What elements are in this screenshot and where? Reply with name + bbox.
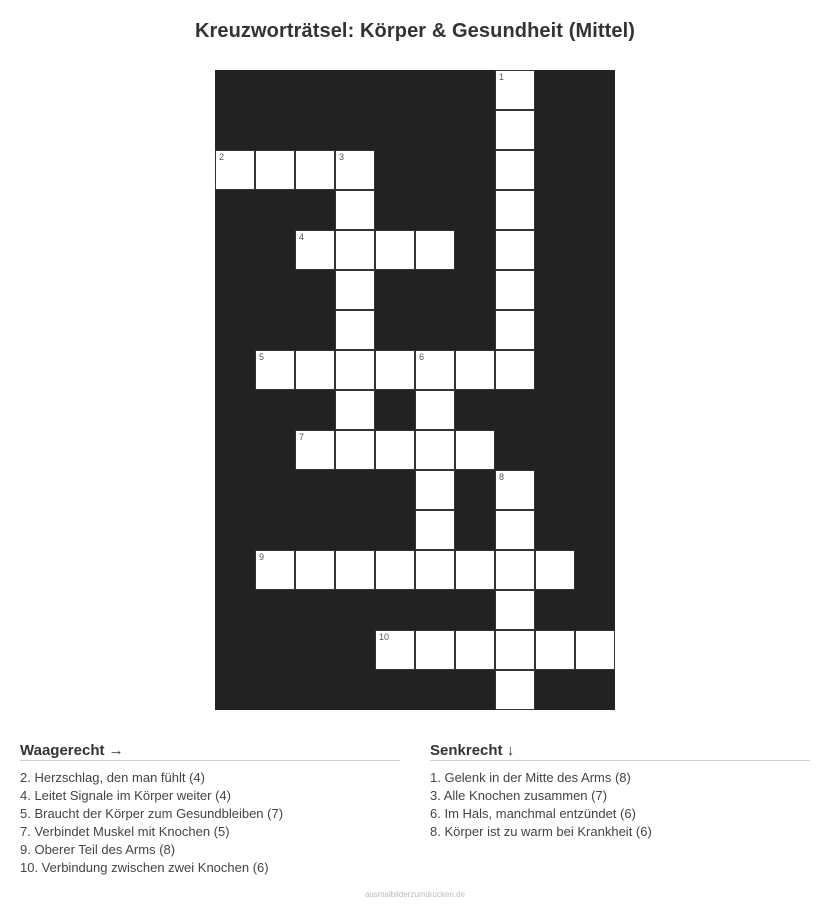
grid-cell[interactable] [495,190,535,230]
grid-cell[interactable] [415,430,455,470]
grid-cell[interactable] [495,630,535,670]
clue-number: 2 [219,152,225,162]
grid-cell[interactable] [375,430,415,470]
down-heading: Senkrecht ↓ [430,742,810,761]
grid-cell[interactable] [495,350,535,390]
across-clue: 7. Verbindet Muskel mit Knochen (5) [20,824,230,839]
grid-cell[interactable] [335,150,375,190]
down-clues [430,742,810,841]
grid-cell[interactable] [495,110,535,150]
grid-cell[interactable] [495,150,535,190]
grid-cell[interactable] [295,350,335,390]
grid-cell[interactable] [415,390,455,430]
across-clue: 10. Verbindung zwischen zwei Knochen (6) [20,860,269,875]
across-clue: 9. Oberer Teil des Arms (8) [20,842,176,857]
grid-cell[interactable] [295,430,335,470]
grid-cell[interactable] [575,630,615,670]
grid-cell[interactable] [255,150,295,190]
grid-cell[interactable] [495,470,535,510]
grid-cell[interactable] [375,630,415,670]
grid-cell[interactable] [215,150,255,190]
grid-cell[interactable] [335,270,375,310]
grid-cell[interactable] [455,430,495,470]
grid-cell[interactable] [495,670,535,710]
across-clue: 4. Leitet Signale im Körper weiter (4) [20,788,231,803]
grid-cell[interactable] [535,550,575,590]
down-clue: 1. Gelenk in der Mitte des Arms (8) [430,770,631,785]
clue-number: 9 [259,552,265,562]
clue-number: 1 [499,72,505,82]
grid-cell[interactable] [535,630,575,670]
grid-cell[interactable] [335,390,375,430]
grid-cell[interactable] [455,350,495,390]
across-clues [20,742,400,877]
grid-cell[interactable] [295,150,335,190]
grid-cell[interactable] [455,550,495,590]
footer-credit: ausmalbilderzumdrucken.de [364,890,466,899]
grid-cell[interactable] [415,550,455,590]
grid-cell[interactable] [335,430,375,470]
grid-cell[interactable] [415,630,455,670]
grid-cell[interactable] [415,350,455,390]
down-clue: 3. Alle Knochen zusammen (7) [430,788,608,803]
grid-cell[interactable] [295,230,335,270]
clue-number: 8 [499,472,505,482]
clue-number: 4 [299,232,305,242]
grid-cell[interactable] [335,230,375,270]
grid-cell[interactable] [375,550,415,590]
grid-cell[interactable] [495,230,535,270]
grid-cell[interactable] [335,310,375,350]
grid-cell[interactable] [495,510,535,550]
grid-cell[interactable] [415,470,455,510]
grid-cell[interactable] [495,590,535,630]
grid-cell[interactable] [335,350,375,390]
crossword-grid [215,70,615,710]
across-heading: Waagerecht → [20,742,400,761]
grid-cell[interactable] [255,550,295,590]
grid-cell[interactable] [335,550,375,590]
grid-cell[interactable] [415,510,455,550]
down-clue: 8. Körper ist zu warm bei Krankheit (6) [430,824,652,839]
grid-cell[interactable] [495,550,535,590]
grid-cell[interactable] [295,550,335,590]
puzzle-title: Kreuzworträtsel: Körper & Gesundheit (Mittel) [194,20,636,42]
clue-number: 6 [419,352,425,362]
grid-cell[interactable] [335,190,375,230]
grid-cell[interactable] [495,270,535,310]
across-clue: 2. Herzschlag, den man fühlt (4) [20,770,205,785]
grid-cell[interactable] [415,230,455,270]
across-clue: 5. Braucht der Körper zum Gesundbleiben (7) [20,806,284,821]
clue-number: 7 [299,432,305,442]
grid-cell[interactable] [495,310,535,350]
grid-cell[interactable] [495,70,535,110]
clue-number: 5 [259,352,265,362]
grid-cell[interactable] [375,350,415,390]
grid-cell[interactable] [455,630,495,670]
grid-cell[interactable] [255,350,295,390]
down-clue: 6. Im Hals, manchmal entzündet (6) [430,806,636,821]
clue-number: 10 [379,632,390,642]
grid-cell[interactable] [375,230,415,270]
clue-number: 3 [339,152,345,162]
